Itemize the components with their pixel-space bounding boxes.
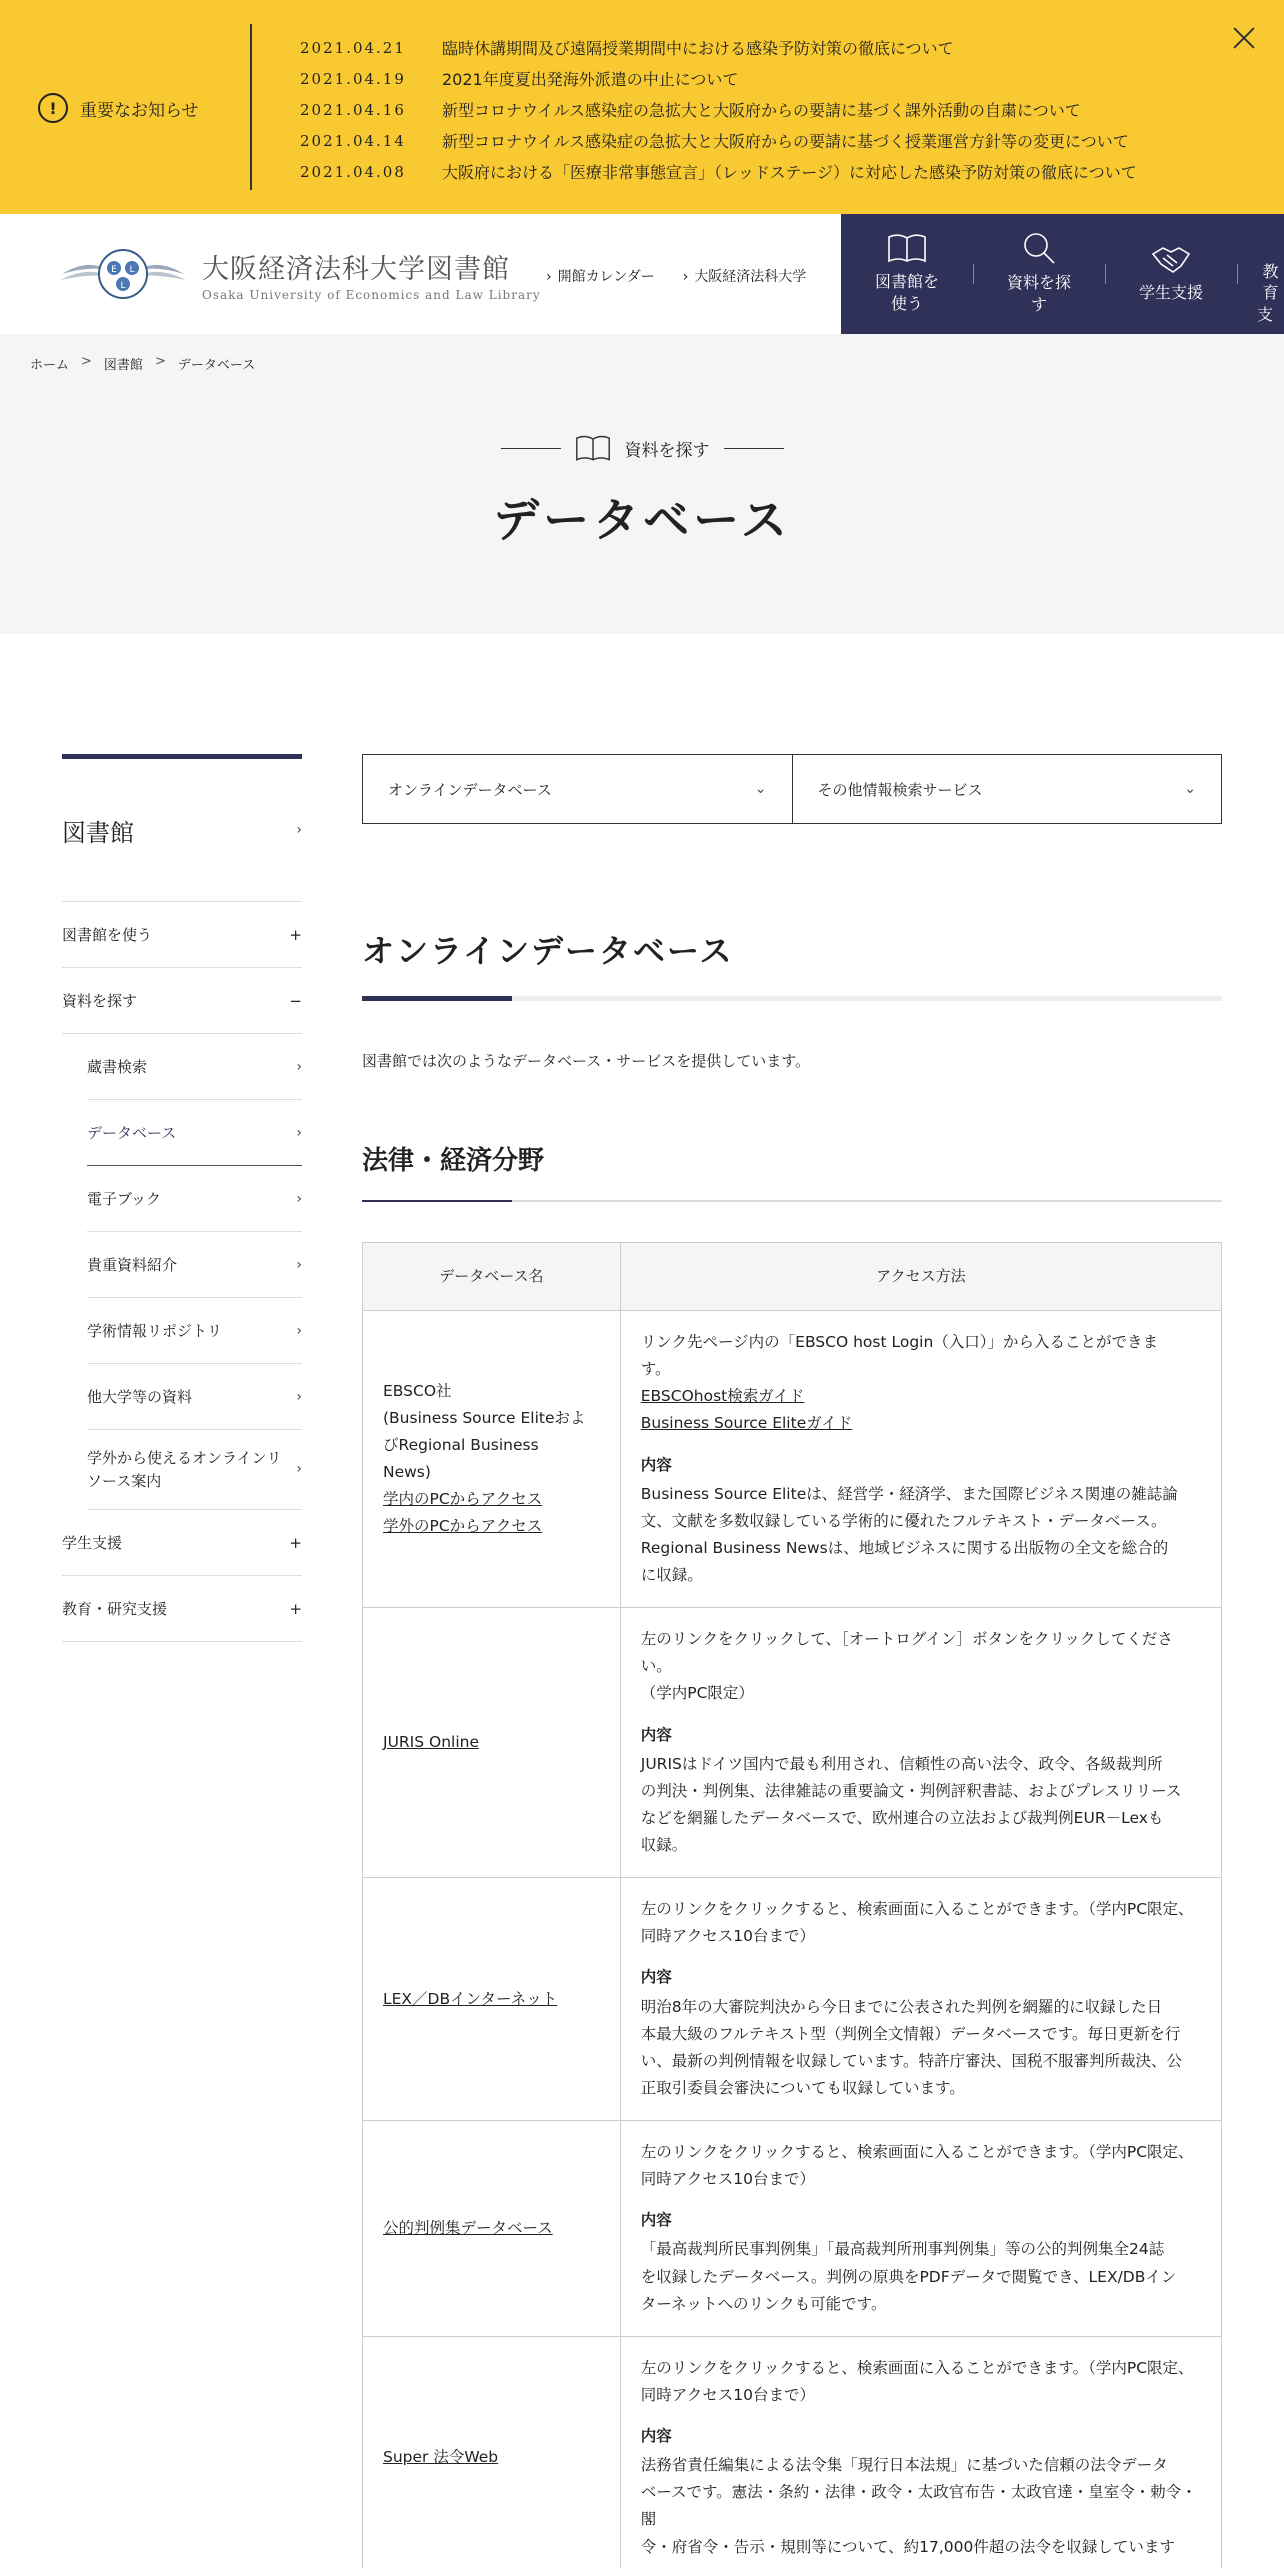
sidebar-item-label: 蔵書検索 <box>87 1058 148 1076</box>
header-links <box>546 266 806 286</box>
notice-label-text: 重要なお知らせ <box>80 100 199 121</box>
table-row <box>363 1878 1222 2121</box>
access-text: 左のリンクをクリックすると、検索画面に入ることができます。（学内PC限定、 <box>640 2358 1194 2377</box>
sidebar-item-find-materials[interactable] <box>62 968 302 1034</box>
database-name-cell <box>363 1878 621 2121</box>
notice-title[interactable]: 新型コロナウイルス感染症の急拡大と大阪府からの要請に基づく授業運営方針等の変更について <box>442 132 1129 151</box>
database-name-cell <box>363 1608 621 1878</box>
chevron-right-icon: › <box>296 1461 302 1477</box>
database-link[interactable]: LEX／DBインターネット <box>383 1989 558 2008</box>
content-text: JURISはドイツ国内で最も利用され、信頼性の高い法令、政令、各級裁判所 <box>640 1754 1163 1773</box>
chevron-right-icon: › <box>296 822 302 838</box>
nav-education-research[interactable] <box>1237 214 1284 334</box>
breadcrumb-home[interactable]: ホーム <box>30 358 70 373</box>
sidebar-item-label: 資料を探す <box>62 992 138 1010</box>
search-icon <box>1022 232 1056 264</box>
subheading-rule <box>362 1200 1222 1202</box>
content-label: 内容 <box>640 1725 672 1744</box>
plus-icon: + <box>289 925 302 944</box>
plus-icon: + <box>289 1599 302 1618</box>
chevron-down-icon: ⌄ <box>754 781 767 797</box>
content-text: 法務省責任編集による法令集「現行日本法規」に基づいた信頼の法令データ <box>640 2456 1168 2475</box>
nav-label-line1: 図書館を <box>874 272 939 292</box>
nav-label-line2: 使う <box>890 294 923 313</box>
notice-title[interactable]: 臨時休講期間及び遠隔授業期間中における感染予防対策の徹底について <box>442 39 954 58</box>
logo-title: 大阪経済法科大学図書館 <box>202 253 510 285</box>
access-text: （学内PC限定） <box>640 1684 754 1703</box>
table-row <box>363 1608 1222 1878</box>
database-name-cell <box>363 2336 621 2568</box>
sidebar-top-label: 図書館 <box>62 818 134 847</box>
notice-divider <box>250 24 252 190</box>
page-hero <box>0 334 1284 634</box>
sidebar-item-remote-resources[interactable] <box>87 1430 302 1510</box>
intro-text: 図書館では次のようなデータベース・サービスを提供しています。 <box>362 1052 811 1070</box>
content-text: 文、文献を多数収録している学術的に優れたフルテキスト・データベース。 <box>640 1511 1167 1530</box>
content-text: に収録。 <box>640 1566 703 1584</box>
page-title: データベース <box>493 493 791 547</box>
nav-label-line2: 支 <box>1257 304 1274 324</box>
sidebar-item-label: 貴重資料紹介 <box>87 1256 178 1274</box>
emblem-icon <box>58 244 188 304</box>
database-name-line: びRegional Business <box>383 1435 539 1454</box>
notice-date: 2021.04.16 <box>300 100 406 119</box>
sidebar-item-label: 学生支援 <box>62 1534 123 1552</box>
section-tabs <box>362 754 1222 824</box>
notice-list <box>300 32 1137 187</box>
sidebar-item-use-library[interactable] <box>62 902 302 968</box>
access-cell <box>620 1608 1221 1878</box>
access-text: 左のリンクをクリックして、［オートログイン］ボタンをクリックしてください。 <box>640 1630 1173 1676</box>
notice-item[interactable] <box>300 32 1137 63</box>
content-text: い、最新の判例情報を収録しています。特許庁審決、国税不服審判所裁決、公 <box>640 2051 1183 2070</box>
heading-rule <box>362 996 1222 1001</box>
content-text: 収録。 <box>640 1836 688 1854</box>
logo-subtitle: Osaka University of Economics and Law Library <box>202 287 541 302</box>
nav-student-support[interactable] <box>1105 214 1237 334</box>
chevron-right-icon: › <box>296 1388 302 1405</box>
database-link[interactable]: 学内のPCからアクセス <box>383 1490 543 1509</box>
section-heading: オンラインデータベース <box>362 932 734 970</box>
notice-title[interactable]: 大阪府における「医療非常事態宣言」（レッドステージ）に対応した感染予防対策の徹底について <box>442 163 1137 182</box>
hero-category <box>0 434 1284 462</box>
sidebar-item-label: 教育・研究支援 <box>62 1600 168 1618</box>
content-text: ターネットへのリンクも可能です。 <box>640 2294 887 2313</box>
notice-label <box>38 92 199 124</box>
database-name-cell <box>363 1311 621 1608</box>
database-link[interactable]: 公的判例集データベース <box>383 2218 553 2237</box>
sidebar-item-label: 学術情報リポジトリ <box>87 1322 223 1340</box>
breadcrumb <box>30 354 255 373</box>
sidebar-item-database[interactable] <box>87 1100 302 1166</box>
access-cell <box>620 1311 1221 1608</box>
plus-icon: + <box>289 1533 302 1552</box>
access-cell <box>620 1878 1221 2121</box>
nav-label-line1: 資料を探 <box>1006 273 1071 293</box>
notice-date: 2021.04.19 <box>300 69 406 88</box>
sidebar-item-label: 図書館を使う <box>62 926 153 944</box>
database-name-cell <box>363 2121 621 2337</box>
sidebar-item-education-research[interactable] <box>62 1576 302 1642</box>
notice-title[interactable]: 新型コロナウイルス感染症の急拡大と大阪府からの要請に基づく課外活動の自粛について <box>442 101 1081 120</box>
access-cell <box>620 2121 1221 2337</box>
alert-icon: ! <box>38 93 68 123</box>
access-text: 左のリンクをクリックすると、検索画面に入ることができます。（学内PC限定、 <box>640 1900 1194 1919</box>
notice-title[interactable]: 2021年度夏出発海外派遣の中止について <box>442 70 739 89</box>
svg-text:L: L <box>129 265 135 275</box>
content-text: 正取引委員会審決についても収録しています。 <box>640 2078 965 2097</box>
sidebar-item-label: 学外から使えるオンラインリ ソース案内 <box>87 1449 282 1490</box>
database-link[interactable]: Super 法令Web <box>383 2448 499 2467</box>
database-name-line: (Business Source Eliteおよ <box>383 1408 586 1427</box>
sidebar-item-label: 電子ブック <box>87 1190 161 1208</box>
close-icon[interactable] <box>1230 24 1260 54</box>
book-icon <box>575 434 611 462</box>
content-text: などを網羅したデータベースで、欧州連合の立法および裁判例EUR－Lexも <box>640 1808 1164 1827</box>
main-content <box>362 754 1222 2556</box>
nav-label-line1: 教育 <box>1262 261 1279 303</box>
sidebar-item-library[interactable] <box>62 754 302 902</box>
database-link[interactable]: 学外のPCからアクセス <box>383 1517 543 1536</box>
global-nav <box>841 214 1284 334</box>
chevron-right-icon: › <box>296 1190 302 1207</box>
database-link[interactable]: JURIS Online <box>383 1733 480 1752</box>
hero-category-label: 資料を探す <box>624 440 710 461</box>
database-name-line: EBSCO社 <box>383 1381 452 1400</box>
nav-label-line1: 学生支援 <box>1138 283 1203 303</box>
content-text: 明治8年の大審院判決から今日までに公表された判例を網羅的に収録した日 <box>640 1997 1163 2016</box>
access-text: リンク先ページ内の「EBSCO host Login（入口）」から入ることができま <box>640 1333 1159 1351</box>
breadcrumb-separator: > <box>154 354 166 369</box>
sidebar-item-ebook[interactable] <box>87 1166 302 1232</box>
university-link[interactable]: › 大阪経済法科大学 <box>683 266 807 286</box>
access-text: 同時アクセス10台まで） <box>640 2170 816 2189</box>
table-row <box>363 1311 1222 1608</box>
notice-item[interactable] <box>300 156 1137 187</box>
nav-use-library[interactable] <box>841 214 973 334</box>
access-cell <box>620 2336 1221 2568</box>
nav-find-materials[interactable] <box>973 214 1105 334</box>
access-text: す。 <box>640 1360 671 1379</box>
library-logo[interactable] <box>58 244 541 304</box>
svg-text:E: E <box>111 265 117 275</box>
content-text: の判決・判例集、法律雑誌の重要論文・判例評釈書誌、およびプレスリリース <box>640 1781 1182 1800</box>
sidebar-item-rare-materials[interactable] <box>87 1232 302 1298</box>
handshake-icon <box>1151 244 1191 274</box>
access-text: 左のリンクをクリックすると、検索画面に入ることができます。（学内PC限定、 <box>640 2143 1194 2161</box>
content-text: 「最高裁判所民事判例集」「最高裁判所刑事判例集」等の公的判例集全24誌 <box>640 2240 1165 2259</box>
sidebar <box>62 754 302 1642</box>
notice-date: 2021.04.14 <box>300 131 406 150</box>
content-label: 内容 <box>640 2211 672 2230</box>
breadcrumb-library[interactable]: 図書館 <box>103 358 143 373</box>
guide-link[interactable]: Business Source Eliteガイド <box>640 1414 853 1433</box>
column-header-name: データベース名 <box>363 1243 621 1311</box>
tab-other-services[interactable] <box>792 755 1222 823</box>
chevron-right-icon: › <box>296 1256 302 1273</box>
content-text: を収録したデータベース。判例の原典をPDFデータで閲覧でき、LEX/DBイン <box>640 2267 1177 2286</box>
breadcrumb-current: データベース <box>177 358 256 373</box>
sidebar-item-label: 他大学等の資料 <box>87 1388 193 1406</box>
access-text: 同時アクセス10台まで） <box>640 2385 816 2404</box>
sidebar-item-repository[interactable] <box>87 1298 302 1364</box>
content-text: 本最大級のフルテキスト型（判例全文情報）データベースです。毎日更新を行 <box>640 2024 1181 2043</box>
chevron-down-icon: ⌄ <box>1184 781 1196 797</box>
nav-label-line2: す <box>1030 295 1047 314</box>
chevron-right-icon: › <box>296 1058 302 1075</box>
content-text: Regional Business Newsは、地域ビジネスに関する出版物の全文を総合的 <box>640 1538 1169 1557</box>
subsection-heading: 法律・経済分野 <box>362 1146 545 1176</box>
chevron-right-icon: › <box>296 1322 302 1339</box>
column-header-access: アクセス方法 <box>620 1243 1221 1311</box>
content-label: 内容 <box>640 1455 672 1474</box>
sidebar-item-student-support[interactable] <box>62 1510 302 1576</box>
breadcrumb-separator: > <box>81 354 92 369</box>
content-label: 内容 <box>640 2427 672 2445</box>
database-table <box>362 1242 1222 2568</box>
sidebar-item-catalog-search[interactable] <box>87 1034 302 1100</box>
minus-icon: − <box>289 991 302 1010</box>
important-notice-bar <box>0 0 1284 214</box>
tab-label: オンラインデータベース <box>388 780 552 799</box>
content-text: Business Source Eliteは、経営学・経済学、また国際ビジネス関連の雑誌論 <box>640 1484 1178 1503</box>
tab-online-database[interactable] <box>363 755 792 823</box>
book-icon <box>887 233 927 263</box>
svg-text:L: L <box>120 281 126 291</box>
database-name-line: News) <box>383 1463 431 1482</box>
notice-date: 2021.04.21 <box>300 38 406 57</box>
content-text: 令・府省令・告示・規則等について、約17,000件超の法令を収録しています <box>640 2537 1175 2556</box>
sidebar-item-other-universities[interactable] <box>87 1364 302 1430</box>
table-row <box>363 2336 1222 2568</box>
guide-link[interactable]: EBSCOhost検索ガイド <box>640 1387 805 1406</box>
content-text: ベースです。憲法・条約・法律・政令・太政官布告・太政官達・皇室令・勅令・閣 <box>640 2483 1197 2529</box>
sidebar-submenu <box>87 1034 302 1510</box>
notice-item[interactable] <box>300 125 1137 156</box>
notice-date: 2021.04.08 <box>300 162 406 181</box>
chevron-right-icon: › <box>296 1124 302 1141</box>
access-text: 同時アクセス10台まで） <box>640 1927 816 1946</box>
calendar-link[interactable]: › 開館カレンダー <box>546 266 655 286</box>
content-label: 内容 <box>640 1968 672 1987</box>
tab-label: その他情報検索サービス <box>817 780 983 799</box>
sidebar-item-label: データベース <box>87 1124 177 1142</box>
notice-item[interactable] <box>300 63 1137 94</box>
table-row <box>363 2121 1222 2337</box>
notice-item[interactable] <box>300 94 1137 125</box>
site-header <box>0 214 1284 334</box>
